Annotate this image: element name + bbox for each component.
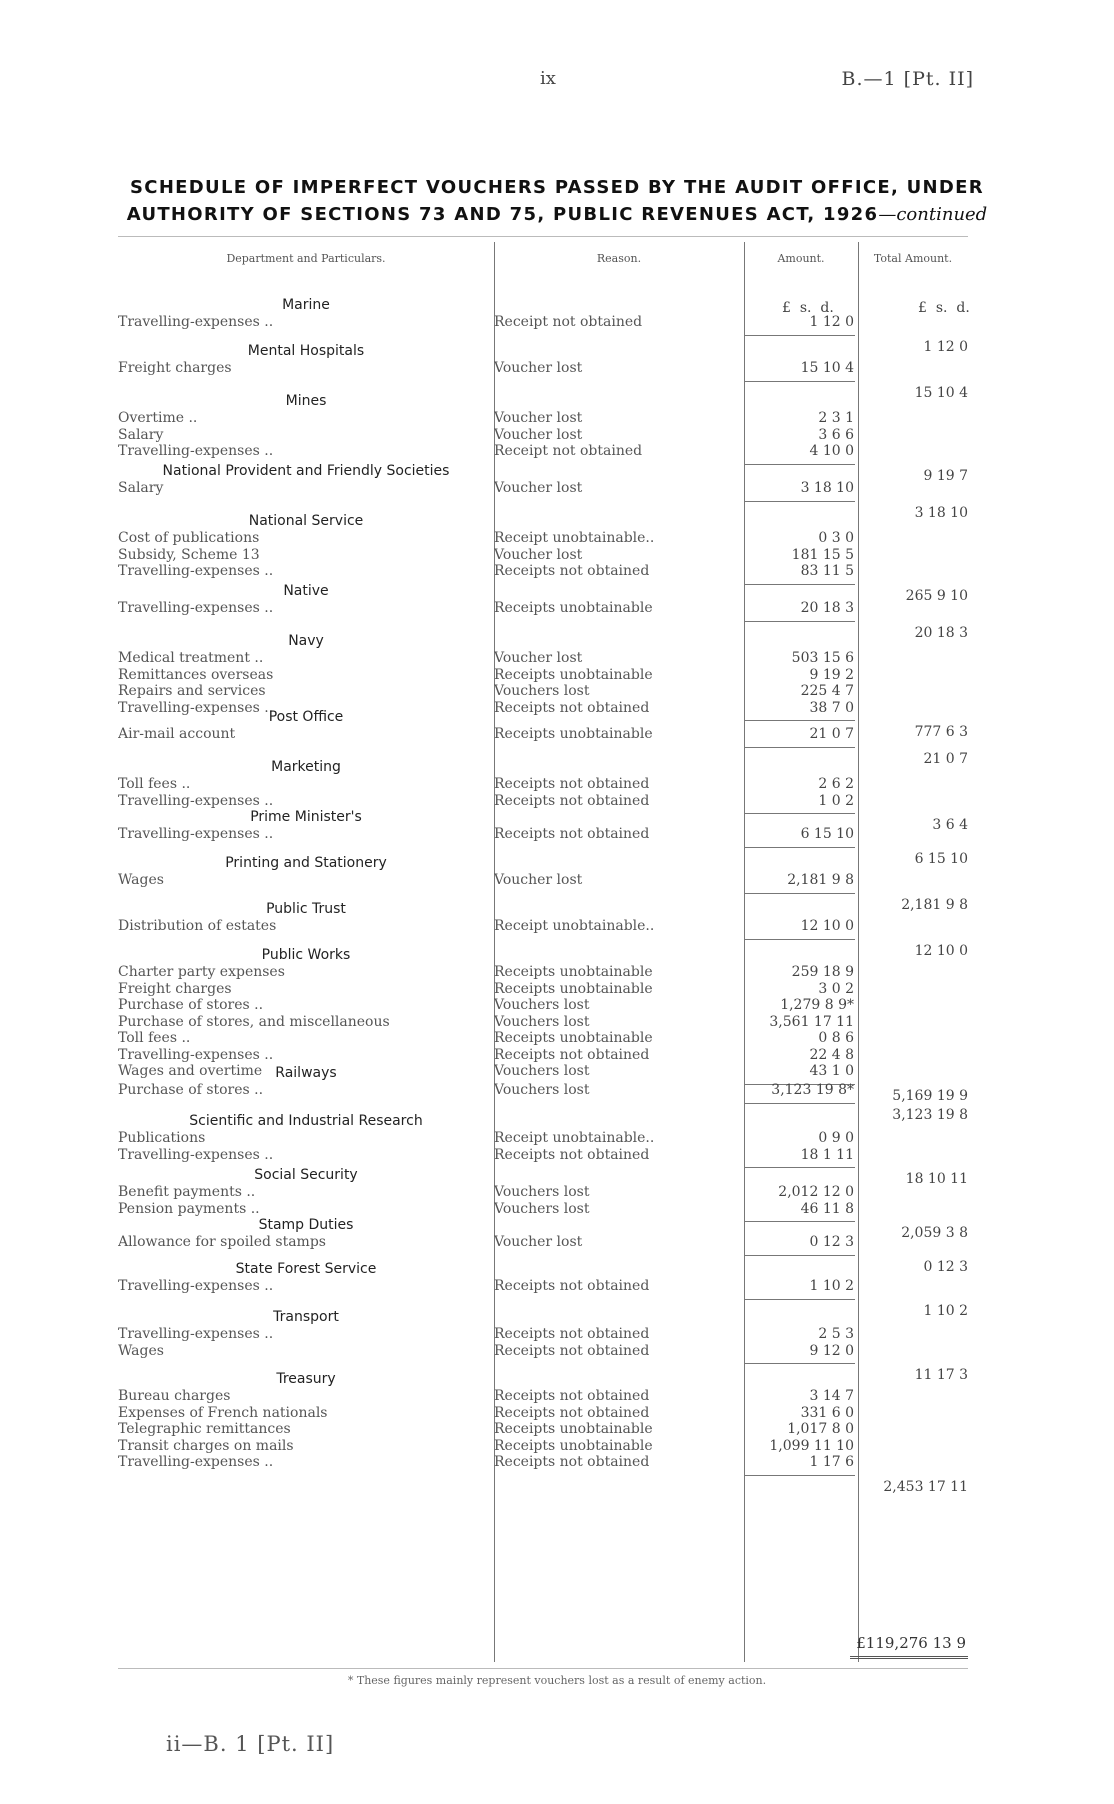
grand-total-rule xyxy=(850,1656,968,1659)
row-amount: 1,099 11 10 xyxy=(769,1437,854,1454)
row-amount: 1 0 2 xyxy=(818,792,854,809)
table-row xyxy=(118,1454,968,1471)
section-title: National Service xyxy=(248,513,364,529)
subtotal-rule xyxy=(745,847,855,848)
row-particular: Salary xyxy=(118,480,164,496)
section-total: 15 10 4 xyxy=(914,384,968,401)
row-particular: Subsidy, Scheme 13 xyxy=(118,546,260,563)
subtotal-rule xyxy=(745,381,855,382)
table-row xyxy=(118,872,968,889)
row-amount: 9 12 0 xyxy=(809,1342,854,1359)
table-row xyxy=(118,918,968,935)
table-row xyxy=(118,410,968,427)
section-title: Prime Minister's xyxy=(250,809,362,825)
row-particular: Travelling-expenses .. xyxy=(118,1046,274,1063)
table-row xyxy=(118,314,968,331)
section-total: 6 15 10 xyxy=(914,850,968,867)
row-amount: 3 0 2 xyxy=(818,980,854,997)
section-total: 3 6 4 xyxy=(932,817,968,833)
column-header-amount: Amount. xyxy=(777,252,825,265)
table-row xyxy=(118,480,968,497)
row-reason: Receipts unobtainable xyxy=(494,600,653,616)
table-row xyxy=(118,997,968,1014)
row-reason: Receipts unobtainable xyxy=(494,1437,653,1454)
section-title: National Provident and Friendly Societies xyxy=(162,463,450,479)
table-row xyxy=(118,1234,968,1251)
row-particular: Travelling-expenses .. xyxy=(118,314,274,330)
table-row xyxy=(118,1421,968,1438)
row-reason: Vouchers lost xyxy=(494,997,590,1013)
table-bottom-rule xyxy=(118,1668,968,1669)
row-amount: 1 17 6 xyxy=(809,1454,854,1470)
subtotal-rule xyxy=(745,1255,855,1256)
row-reason: Voucher lost xyxy=(494,1234,583,1250)
row-amount: 22 4 8 xyxy=(809,1046,854,1063)
row-particular: Expenses of French nationals xyxy=(118,1404,328,1421)
row-amount: 259 18 9 xyxy=(791,964,854,980)
row-particular: Pension payments .. xyxy=(118,1200,260,1217)
section-total: 0 12 3 xyxy=(923,1258,968,1275)
row-amount: 1,017 8 0 xyxy=(787,1421,854,1437)
table-row xyxy=(118,547,968,564)
row-amount: 3,123 19 8* xyxy=(771,1082,854,1098)
section-total: 18 10 11 xyxy=(905,1171,968,1187)
row-particular: Travelling-expenses .. xyxy=(118,1146,274,1163)
row-reason: Vouchers lost xyxy=(494,1013,590,1030)
row-reason: Voucher lost xyxy=(494,872,583,888)
total-pounds-unit: £ xyxy=(918,300,927,316)
section-total: 9 19 7 xyxy=(923,467,968,484)
row-particular: Travelling-expenses .. xyxy=(118,1278,274,1294)
section-total: 777 6 3 xyxy=(914,724,968,740)
row-reason: Voucher lost xyxy=(494,650,583,666)
row-amount: 1 10 2 xyxy=(809,1278,854,1294)
section-title: Marketing xyxy=(271,759,341,775)
section-treasury xyxy=(118,1370,968,1495)
document-reference: B.—1 [Pt. II] xyxy=(841,68,974,90)
row-amount: 20 18 3 xyxy=(800,600,854,616)
row-particular: Remittances overseas xyxy=(118,666,274,683)
row-amount: 3 14 7 xyxy=(809,1388,854,1404)
row-amount: 3,561 17 11 xyxy=(769,1013,854,1030)
title-line-2-text: AUTHORITY OF SECTIONS 73 AND 75, PUBLIC REVENUES ACT, 1926 xyxy=(126,204,879,225)
section-total: 2,059 3 8 xyxy=(901,1225,968,1241)
row-amount: 2 3 1 xyxy=(818,410,854,426)
row-amount: 2,181 9 8 xyxy=(787,872,854,888)
row-particular: Travelling-expenses .. xyxy=(118,826,274,842)
row-particular: Air-mail account xyxy=(118,726,236,742)
row-reason: Receipts unobtainable xyxy=(494,666,653,683)
row-particular: Travelling-expenses .. xyxy=(118,563,274,579)
table-row xyxy=(118,726,968,743)
subtotal-rule xyxy=(745,893,855,894)
row-amount: 503 15 6 xyxy=(791,650,854,666)
row-reason: Receipts not obtained xyxy=(494,792,650,809)
row-amount: 12 10 0 xyxy=(800,918,854,934)
subtotal-rule xyxy=(745,1299,855,1300)
row-reason: Receipts not obtained xyxy=(494,1404,650,1421)
row-particular: Allowance for spoiled stamps xyxy=(118,1234,326,1250)
table-row xyxy=(118,1082,968,1099)
table-row xyxy=(118,1388,968,1405)
row-amount: 4 10 0 xyxy=(809,443,854,459)
row-particular: Travelling-expenses .. xyxy=(118,699,274,716)
row-reason: Receipt unobtainable.. xyxy=(494,918,655,934)
row-particular: Toll fees .. xyxy=(118,776,191,792)
title-line-2 xyxy=(0,201,1114,228)
row-reason: Voucher lost xyxy=(494,546,583,563)
table-row xyxy=(118,1405,968,1422)
row-amount: 46 11 8 xyxy=(800,1200,854,1217)
row-amount: 2,012 12 0 xyxy=(778,1184,854,1200)
table-row xyxy=(118,1014,968,1031)
row-particular: Publications xyxy=(118,1130,206,1146)
row-reason: Receipts unobtainable xyxy=(494,726,653,742)
row-amount: 225 4 7 xyxy=(800,683,854,699)
table-row xyxy=(118,667,968,684)
table-row xyxy=(118,1438,968,1455)
subtotal-rule xyxy=(745,335,855,336)
section-title: Marine xyxy=(282,297,330,313)
row-amount: 181 15 5 xyxy=(791,546,854,563)
row-amount: 3 6 6 xyxy=(818,426,854,443)
row-particular: Wages and overtime xyxy=(118,1063,263,1079)
grand-total: £119,276 13 9 xyxy=(856,1634,966,1652)
row-amount: 0 9 0 xyxy=(818,1130,854,1146)
row-reason: Vouchers lost xyxy=(494,1082,590,1098)
row-reason: Receipt not obtained xyxy=(494,314,643,330)
section-title: State Forest Service xyxy=(235,1261,377,1277)
row-reason: Vouchers lost xyxy=(494,1063,590,1079)
section-title: Stamp Duties xyxy=(258,1217,354,1233)
table-row xyxy=(118,443,968,460)
page-footer: ii—B. 1 [Pt. II] xyxy=(166,1732,335,1756)
row-particular: Distribution of estates xyxy=(118,918,277,934)
row-particular: Overtime .. xyxy=(118,410,198,426)
section-title: Mines xyxy=(285,393,327,409)
section-title: Navy xyxy=(288,633,324,649)
section-title: Post Office xyxy=(268,709,344,725)
subtotal-rule xyxy=(745,1475,855,1476)
row-particular: Toll fees .. xyxy=(118,1030,191,1046)
row-amount: 21 0 7 xyxy=(809,726,854,742)
row-particular: Wages xyxy=(118,872,164,888)
row-amount: 83 11 5 xyxy=(800,563,854,579)
subtotal-rule xyxy=(745,939,855,940)
pence-unit: d. xyxy=(820,300,834,316)
row-reason: Receipts not obtained xyxy=(494,1342,650,1359)
row-reason: Receipts not obtained xyxy=(494,563,650,579)
row-particular: Repairs and services xyxy=(118,683,266,699)
row-reason: Receipts not obtained xyxy=(494,1046,650,1063)
section-total: 21 0 7 xyxy=(923,750,968,767)
row-particular: Travelling-expenses .. xyxy=(118,1454,274,1470)
row-particular: Wages xyxy=(118,1342,164,1359)
pounds-unit: £ xyxy=(782,300,791,316)
row-amount: 1 12 0 xyxy=(809,314,854,330)
table-row xyxy=(118,563,968,580)
row-particular: Travelling-expenses .. xyxy=(118,443,274,459)
row-particular: Cost of publications xyxy=(118,530,260,546)
row-reason: Receipts not obtained xyxy=(494,1278,650,1294)
section-title: Railways xyxy=(275,1065,337,1081)
row-amount: 1,279 8 9* xyxy=(780,997,854,1013)
row-reason: Receipts not obtained xyxy=(494,1146,650,1163)
row-amount: 3 18 10 xyxy=(800,480,854,496)
page-title xyxy=(0,174,1114,228)
table-row xyxy=(118,793,968,810)
row-reason: Voucher lost xyxy=(494,426,583,443)
total-shillings-unit: s. xyxy=(935,300,948,316)
table-row xyxy=(118,964,968,981)
row-particular: Freight charges xyxy=(118,980,232,997)
row-reason: Receipts unobtainable xyxy=(494,964,653,980)
section-total: 20 18 3 xyxy=(914,624,968,641)
row-particular: Purchase of stores .. xyxy=(118,997,264,1013)
row-reason: Receipts not obtained xyxy=(494,776,650,792)
row-reason: Vouchers lost xyxy=(494,1200,590,1217)
row-reason: Receipt unobtainable.. xyxy=(494,530,655,546)
row-amount: 2 6 2 xyxy=(818,776,854,792)
subtotal-rule xyxy=(745,747,855,748)
table-row xyxy=(118,683,968,700)
section-total: 1 10 2 xyxy=(923,1302,968,1319)
column-header-total: Total Amount. xyxy=(873,252,953,265)
row-reason: Receipt unobtainable.. xyxy=(494,1130,655,1146)
section-title: Social Security xyxy=(254,1167,358,1183)
row-particular: Travelling-expenses .. xyxy=(118,600,274,616)
title-continued: —continued xyxy=(878,204,988,225)
row-amount: 6 15 10 xyxy=(800,826,854,842)
row-reason: Voucher lost xyxy=(494,480,583,496)
section-total: 265 9 10 xyxy=(905,587,968,604)
section-title: Native xyxy=(283,583,329,599)
row-amount: 331 6 0 xyxy=(800,1404,854,1421)
section-total: 1 12 0 xyxy=(923,338,968,355)
title-line-1: SCHEDULE OF IMPERFECT VOUCHERS PASSED BY THE AUDIT OFFICE, UNDER xyxy=(130,177,984,198)
table-row xyxy=(118,1147,968,1164)
section-total: 3 18 10 xyxy=(914,504,968,521)
row-particular: Purchase of stores, and miscellaneous xyxy=(118,1013,390,1030)
row-amount: 18 1 11 xyxy=(800,1146,854,1163)
table-row xyxy=(118,1130,968,1147)
subtotal-rule xyxy=(745,621,855,622)
row-reason: Receipts unobtainable xyxy=(494,980,653,997)
section-total: 2,181 9 8 xyxy=(901,896,968,913)
table-row xyxy=(118,360,968,377)
row-amount: 0 12 3 xyxy=(809,1234,854,1250)
row-amount: 38 7 0 xyxy=(809,699,854,716)
row-particular: Telegraphic remittances xyxy=(118,1421,291,1437)
row-reason: Receipts not obtained xyxy=(494,1454,650,1470)
row-amount: 0 3 0 xyxy=(818,530,854,546)
table-row xyxy=(118,1047,968,1064)
table-row xyxy=(118,1184,968,1201)
table-row xyxy=(118,530,968,547)
section-title: Scientific and Industrial Research xyxy=(189,1113,423,1129)
row-reason: Voucher lost xyxy=(494,360,583,376)
row-particular: Benefit payments .. xyxy=(118,1184,256,1200)
subtotal-rule xyxy=(745,501,855,502)
section-total: 2,453 17 11 xyxy=(883,1478,968,1495)
row-reason: Vouchers lost xyxy=(494,683,590,699)
section-total: 5,169 19 9 xyxy=(892,1087,968,1104)
section-title: Printing and Stationery xyxy=(225,855,387,871)
row-particular: Freight charges xyxy=(118,360,232,376)
row-particular: Travelling-expenses .. xyxy=(118,1326,274,1342)
table-row xyxy=(118,650,968,667)
subtotal-rule xyxy=(745,1103,855,1104)
row-particular: Salary xyxy=(118,426,164,443)
row-amount: 15 10 4 xyxy=(800,360,854,376)
table-row xyxy=(118,1326,968,1343)
row-amount: 0 8 6 xyxy=(818,1030,854,1046)
row-reason: Receipts unobtainable xyxy=(494,1421,653,1437)
table-row xyxy=(118,427,968,444)
page-number: ix xyxy=(540,68,556,89)
table-row xyxy=(118,1030,968,1047)
column-header-reason: Reason. xyxy=(596,252,642,265)
row-reason: Receipts not obtained xyxy=(494,826,650,842)
section-title: Public Works xyxy=(261,947,351,963)
section-total: 3,123 19 8 xyxy=(892,1106,968,1123)
table-row xyxy=(118,1201,968,1218)
section-title: Treasury xyxy=(276,1371,336,1387)
row-particular: Bureau charges xyxy=(118,1388,231,1404)
table-row xyxy=(118,776,968,793)
row-reason: Receipts not obtained xyxy=(494,1388,650,1404)
row-particular: Transit charges on mails xyxy=(118,1437,294,1454)
row-reason: Receipts not obtained xyxy=(494,699,650,716)
table-row xyxy=(118,600,968,617)
row-particular: Travelling-expenses .. xyxy=(118,792,274,809)
row-amount: 9 19 2 xyxy=(809,666,854,683)
row-particular: Medical treatment .. xyxy=(118,650,264,666)
row-reason: Receipts unobtainable xyxy=(494,1030,653,1046)
section-title: Mental Hospitals xyxy=(247,343,365,359)
row-reason: Vouchers lost xyxy=(494,1184,590,1200)
row-reason: Voucher lost xyxy=(494,410,583,426)
row-reason: Receipts not obtained xyxy=(494,1326,650,1342)
table-row xyxy=(118,1278,968,1295)
row-amount: 43 1 0 xyxy=(809,1063,854,1079)
section-total: 11 17 3 xyxy=(914,1367,968,1383)
section-title: Public Trust xyxy=(266,901,346,917)
subtotal-rule xyxy=(745,1363,855,1364)
total-pence-unit: d. xyxy=(956,300,970,316)
table-row xyxy=(118,1343,968,1360)
row-particular: Charter party expenses xyxy=(118,964,285,980)
table-top-rule xyxy=(118,236,968,237)
section-title: Transport xyxy=(273,1309,339,1325)
footnote: * These figures mainly represent vouchers lost as a result of enemy action. xyxy=(347,1674,767,1687)
column-header-particulars: Department and Particulars. xyxy=(226,252,386,265)
shillings-unit: s. xyxy=(799,300,812,316)
table-row xyxy=(118,981,968,998)
table-row xyxy=(118,826,968,843)
section-total: 12 10 0 xyxy=(914,942,968,959)
row-reason: Receipt not obtained xyxy=(494,443,643,459)
row-amount: 2 5 3 xyxy=(818,1326,854,1342)
row-particular: Purchase of stores .. xyxy=(118,1082,264,1098)
